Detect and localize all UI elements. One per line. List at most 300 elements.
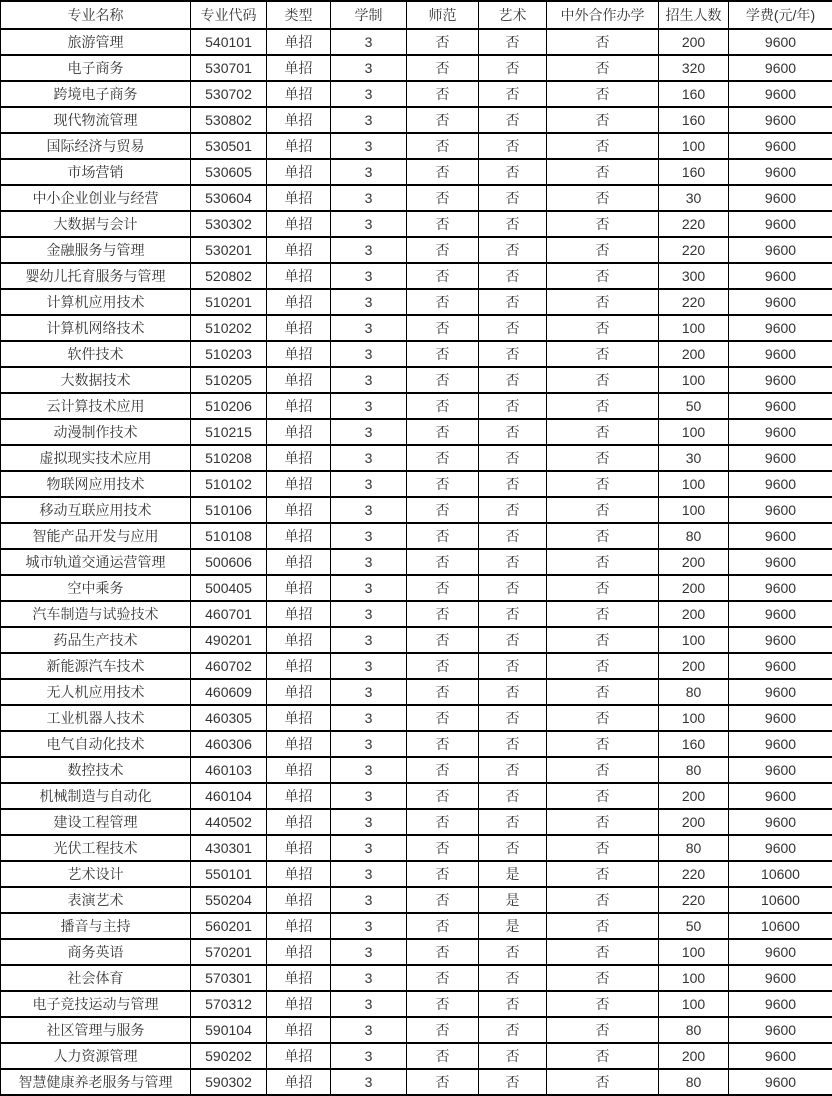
cell-duration: 3 — [331, 133, 407, 159]
column-header-type: 类型 — [267, 1, 331, 29]
table-row — [1, 315, 832, 341]
cell-art-flag: 否 — [479, 29, 547, 55]
cell-normal-flag: 否 — [407, 289, 479, 315]
cell-major-code: 530702 — [191, 81, 267, 107]
cell-major-name: 移动互联应用技术 — [1, 497, 191, 523]
cell-coop-flag: 否 — [547, 1043, 659, 1069]
cell-tuition: 9600 — [729, 1043, 832, 1069]
cell-major-name: 播音与主持 — [1, 913, 191, 939]
table-body — [1, 29, 832, 1095]
cell-coop-flag: 否 — [547, 289, 659, 315]
cell-enrollment: 100 — [659, 419, 729, 445]
cell-tuition: 9600 — [729, 549, 832, 575]
cell-major-name: 计算机应用技术 — [1, 289, 191, 315]
table-row — [1, 575, 832, 601]
cell-duration: 3 — [331, 393, 407, 419]
cell-coop-flag: 否 — [547, 757, 659, 783]
cell-major-code: 500405 — [191, 575, 267, 601]
cell-enrollment: 160 — [659, 731, 729, 757]
cell-enrollment: 160 — [659, 159, 729, 185]
cell-type: 单招 — [267, 549, 331, 575]
column-header-major-name: 专业名称 — [1, 1, 191, 29]
cell-normal-flag: 否 — [407, 211, 479, 237]
cell-major-name: 现代物流管理 — [1, 107, 191, 133]
cell-normal-flag: 否 — [407, 315, 479, 341]
cell-duration: 3 — [331, 835, 407, 861]
cell-duration: 3 — [331, 679, 407, 705]
cell-major-code: 530201 — [191, 237, 267, 263]
cell-normal-flag: 否 — [407, 731, 479, 757]
cell-tuition: 9600 — [729, 783, 832, 809]
cell-normal-flag: 否 — [407, 1017, 479, 1043]
table-row — [1, 991, 832, 1017]
cell-tuition: 9600 — [729, 1017, 832, 1043]
cell-tuition: 9600 — [729, 29, 832, 55]
table-row — [1, 1017, 832, 1043]
cell-duration: 3 — [331, 627, 407, 653]
cell-enrollment: 200 — [659, 809, 729, 835]
cell-duration: 3 — [331, 185, 407, 211]
cell-art-flag: 否 — [479, 107, 547, 133]
cell-type: 单招 — [267, 679, 331, 705]
cell-major-name: 表演艺术 — [1, 887, 191, 913]
cell-duration: 3 — [331, 419, 407, 445]
cell-normal-flag: 否 — [407, 523, 479, 549]
cell-tuition: 9600 — [729, 497, 832, 523]
cell-type: 单招 — [267, 55, 331, 81]
cell-major-code: 460701 — [191, 601, 267, 627]
cell-normal-flag: 否 — [407, 1043, 479, 1069]
column-header-art-flag: 艺术 — [479, 1, 547, 29]
cell-major-name: 智慧健康养老服务与管理 — [1, 1069, 191, 1095]
cell-major-name: 物联网应用技术 — [1, 471, 191, 497]
cell-major-code: 560201 — [191, 913, 267, 939]
cell-enrollment: 200 — [659, 341, 729, 367]
cell-duration: 3 — [331, 1043, 407, 1069]
cell-major-name: 社区管理与服务 — [1, 1017, 191, 1043]
cell-type: 单招 — [267, 627, 331, 653]
cell-major-code: 460104 — [191, 783, 267, 809]
cell-enrollment: 100 — [659, 497, 729, 523]
cell-major-code: 510215 — [191, 419, 267, 445]
cell-major-name: 旅游管理 — [1, 29, 191, 55]
cell-type: 单招 — [267, 575, 331, 601]
cell-tuition: 9600 — [729, 965, 832, 991]
cell-type: 单招 — [267, 1069, 331, 1095]
cell-coop-flag: 否 — [547, 55, 659, 81]
cell-coop-flag: 否 — [547, 653, 659, 679]
cell-major-code: 530302 — [191, 211, 267, 237]
cell-major-code: 530701 — [191, 55, 267, 81]
cell-major-name: 药品生产技术 — [1, 627, 191, 653]
cell-major-name: 计算机网络技术 — [1, 315, 191, 341]
cell-major-code: 460609 — [191, 679, 267, 705]
cell-type: 单招 — [267, 107, 331, 133]
cell-tuition: 9600 — [729, 601, 832, 627]
cell-art-flag: 否 — [479, 731, 547, 757]
cell-type: 单招 — [267, 419, 331, 445]
cell-type: 单招 — [267, 835, 331, 861]
cell-type: 单招 — [267, 991, 331, 1017]
table-row — [1, 549, 832, 575]
cell-major-name: 艺术设计 — [1, 861, 191, 887]
cell-major-code: 440502 — [191, 809, 267, 835]
cell-duration: 3 — [331, 367, 407, 393]
cell-art-flag: 否 — [479, 341, 547, 367]
cell-tuition: 9600 — [729, 341, 832, 367]
column-header-tuition: 学费(元/年) — [729, 1, 832, 29]
cell-coop-flag: 否 — [547, 211, 659, 237]
cell-type: 单招 — [267, 393, 331, 419]
cell-art-flag: 否 — [479, 55, 547, 81]
cell-type: 单招 — [267, 497, 331, 523]
cell-art-flag: 否 — [479, 1017, 547, 1043]
cell-major-code: 530802 — [191, 107, 267, 133]
cell-art-flag: 是 — [479, 913, 547, 939]
cell-enrollment: 80 — [659, 679, 729, 705]
cell-art-flag: 否 — [479, 445, 547, 471]
cell-tuition: 9600 — [729, 315, 832, 341]
cell-art-flag: 否 — [479, 965, 547, 991]
cell-major-name: 光伏工程技术 — [1, 835, 191, 861]
cell-coop-flag: 否 — [547, 913, 659, 939]
cell-coop-flag: 否 — [547, 81, 659, 107]
cell-art-flag: 否 — [479, 549, 547, 575]
cell-art-flag: 否 — [479, 81, 547, 107]
cell-duration: 3 — [331, 497, 407, 523]
table-row — [1, 731, 832, 757]
cell-duration: 3 — [331, 107, 407, 133]
cell-major-name: 城市轨道交通运营管理 — [1, 549, 191, 575]
cell-coop-flag: 否 — [547, 861, 659, 887]
cell-tuition: 9600 — [729, 107, 832, 133]
cell-art-flag: 否 — [479, 679, 547, 705]
table-row — [1, 887, 832, 913]
cell-major-name: 商务英语 — [1, 939, 191, 965]
table-row — [1, 367, 832, 393]
cell-art-flag: 否 — [479, 991, 547, 1017]
cell-enrollment: 100 — [659, 705, 729, 731]
cell-enrollment: 200 — [659, 575, 729, 601]
cell-type: 单招 — [267, 1043, 331, 1069]
cell-major-code: 510201 — [191, 289, 267, 315]
cell-tuition: 9600 — [729, 835, 832, 861]
cell-normal-flag: 否 — [407, 809, 479, 835]
cell-art-flag: 否 — [479, 315, 547, 341]
cell-type: 单招 — [267, 523, 331, 549]
cell-art-flag: 否 — [479, 289, 547, 315]
table-row — [1, 263, 832, 289]
cell-type: 单招 — [267, 705, 331, 731]
cell-enrollment: 220 — [659, 289, 729, 315]
table-row — [1, 939, 832, 965]
cell-art-flag: 否 — [479, 133, 547, 159]
cell-enrollment: 100 — [659, 965, 729, 991]
table-row — [1, 523, 832, 549]
cell-tuition: 9600 — [729, 757, 832, 783]
cell-coop-flag: 否 — [547, 601, 659, 627]
cell-art-flag: 否 — [479, 237, 547, 263]
cell-enrollment: 30 — [659, 445, 729, 471]
cell-major-name: 虚拟现实技术应用 — [1, 445, 191, 471]
cell-duration: 3 — [331, 913, 407, 939]
cell-type: 单招 — [267, 1017, 331, 1043]
cell-duration: 3 — [331, 341, 407, 367]
cell-duration: 3 — [331, 523, 407, 549]
cell-normal-flag: 否 — [407, 29, 479, 55]
cell-enrollment: 160 — [659, 81, 729, 107]
cell-coop-flag: 否 — [547, 939, 659, 965]
cell-duration: 3 — [331, 705, 407, 731]
cell-type: 单招 — [267, 731, 331, 757]
cell-coop-flag: 否 — [547, 731, 659, 757]
cell-duration: 3 — [331, 1069, 407, 1095]
cell-enrollment: 220 — [659, 861, 729, 887]
cell-duration: 3 — [331, 809, 407, 835]
cell-art-flag: 否 — [479, 575, 547, 601]
cell-major-name: 动漫制作技术 — [1, 419, 191, 445]
cell-tuition: 9600 — [729, 419, 832, 445]
cell-tuition: 9600 — [729, 367, 832, 393]
cell-major-name: 汽车制造与试验技术 — [1, 601, 191, 627]
cell-coop-flag: 否 — [547, 237, 659, 263]
cell-enrollment: 160 — [659, 107, 729, 133]
cell-normal-flag: 否 — [407, 757, 479, 783]
cell-major-code: 540101 — [191, 29, 267, 55]
cell-art-flag: 否 — [479, 783, 547, 809]
cell-normal-flag: 否 — [407, 653, 479, 679]
cell-normal-flag: 否 — [407, 887, 479, 913]
cell-art-flag: 否 — [479, 185, 547, 211]
table-row — [1, 809, 832, 835]
cell-coop-flag: 否 — [547, 263, 659, 289]
cell-normal-flag: 否 — [407, 185, 479, 211]
cell-enrollment: 80 — [659, 523, 729, 549]
table-row — [1, 159, 832, 185]
cell-major-code: 590302 — [191, 1069, 267, 1095]
cell-major-code: 590202 — [191, 1043, 267, 1069]
cell-type: 单招 — [267, 237, 331, 263]
cell-normal-flag: 否 — [407, 497, 479, 523]
cell-major-code: 570301 — [191, 965, 267, 991]
cell-normal-flag: 否 — [407, 783, 479, 809]
cell-coop-flag: 否 — [547, 445, 659, 471]
cell-type: 单招 — [267, 81, 331, 107]
cell-art-flag: 否 — [479, 1043, 547, 1069]
cell-enrollment: 200 — [659, 783, 729, 809]
cell-type: 单招 — [267, 757, 331, 783]
cell-normal-flag: 否 — [407, 263, 479, 289]
cell-major-code: 570312 — [191, 991, 267, 1017]
cell-normal-flag: 否 — [407, 913, 479, 939]
cell-tuition: 9600 — [729, 263, 832, 289]
cell-tuition: 9600 — [729, 679, 832, 705]
header-row — [1, 1, 832, 29]
cell-duration: 3 — [331, 81, 407, 107]
cell-tuition: 9600 — [729, 471, 832, 497]
cell-major-name: 婴幼儿托育服务与管理 — [1, 263, 191, 289]
cell-normal-flag: 否 — [407, 679, 479, 705]
table-row — [1, 289, 832, 315]
cell-type: 单招 — [267, 809, 331, 835]
cell-duration: 3 — [331, 445, 407, 471]
cell-type: 单招 — [267, 783, 331, 809]
cell-coop-flag: 否 — [547, 341, 659, 367]
cell-normal-flag: 否 — [407, 601, 479, 627]
cell-duration: 3 — [331, 263, 407, 289]
cell-type: 单招 — [267, 939, 331, 965]
cell-major-name: 空中乘务 — [1, 575, 191, 601]
cell-coop-flag: 否 — [547, 159, 659, 185]
cell-coop-flag: 否 — [547, 965, 659, 991]
cell-duration: 3 — [331, 237, 407, 263]
cell-major-code: 510206 — [191, 393, 267, 419]
table-row — [1, 237, 832, 263]
cell-duration: 3 — [331, 159, 407, 185]
cell-normal-flag: 否 — [407, 419, 479, 445]
cell-enrollment: 80 — [659, 1017, 729, 1043]
cell-coop-flag: 否 — [547, 575, 659, 601]
table-row — [1, 55, 832, 81]
cell-duration: 3 — [331, 549, 407, 575]
cell-enrollment: 50 — [659, 913, 729, 939]
cell-major-code: 510202 — [191, 315, 267, 341]
cell-enrollment: 200 — [659, 29, 729, 55]
cell-major-code: 530605 — [191, 159, 267, 185]
cell-major-code: 550101 — [191, 861, 267, 887]
cell-tuition: 9600 — [729, 445, 832, 471]
cell-tuition: 9600 — [729, 731, 832, 757]
cell-enrollment: 220 — [659, 237, 729, 263]
cell-major-name: 中小企业创业与经营 — [1, 185, 191, 211]
cell-duration: 3 — [331, 1017, 407, 1043]
cell-major-name: 工业机器人技术 — [1, 705, 191, 731]
cell-type: 单招 — [267, 471, 331, 497]
cell-tuition: 9600 — [729, 55, 832, 81]
table-row — [1, 81, 832, 107]
cell-normal-flag: 否 — [407, 133, 479, 159]
cell-type: 单招 — [267, 133, 331, 159]
cell-tuition: 9600 — [729, 237, 832, 263]
cell-major-name: 国际经济与贸易 — [1, 133, 191, 159]
cell-duration: 3 — [331, 653, 407, 679]
cell-type: 单招 — [267, 29, 331, 55]
cell-normal-flag: 否 — [407, 991, 479, 1017]
cell-normal-flag: 否 — [407, 237, 479, 263]
cell-major-code: 510208 — [191, 445, 267, 471]
cell-art-flag: 否 — [479, 211, 547, 237]
cell-tuition: 9600 — [729, 523, 832, 549]
cell-type: 单招 — [267, 601, 331, 627]
table-row — [1, 185, 832, 211]
cell-enrollment: 50 — [659, 393, 729, 419]
cell-type: 单招 — [267, 263, 331, 289]
cell-normal-flag: 否 — [407, 1069, 479, 1095]
cell-type: 单招 — [267, 289, 331, 315]
cell-type: 单招 — [267, 861, 331, 887]
cell-normal-flag: 否 — [407, 445, 479, 471]
table-row — [1, 393, 832, 419]
cell-normal-flag: 否 — [407, 861, 479, 887]
cell-duration: 3 — [331, 887, 407, 913]
cell-type: 单招 — [267, 653, 331, 679]
table-row — [1, 1069, 832, 1095]
cell-major-name: 大数据技术 — [1, 367, 191, 393]
cell-normal-flag: 否 — [407, 107, 479, 133]
cell-art-flag: 否 — [479, 393, 547, 419]
cell-duration: 3 — [331, 29, 407, 55]
cell-tuition: 9600 — [729, 991, 832, 1017]
cell-type: 单招 — [267, 445, 331, 471]
table-row — [1, 419, 832, 445]
cell-major-name: 建设工程管理 — [1, 809, 191, 835]
cell-duration: 3 — [331, 861, 407, 887]
cell-coop-flag: 否 — [547, 679, 659, 705]
cell-major-name: 新能源汽车技术 — [1, 653, 191, 679]
cell-tuition: 9600 — [729, 393, 832, 419]
cell-normal-flag: 否 — [407, 549, 479, 575]
column-header-duration: 学制 — [331, 1, 407, 29]
cell-enrollment: 100 — [659, 367, 729, 393]
cell-major-code: 520802 — [191, 263, 267, 289]
cell-coop-flag: 否 — [547, 471, 659, 497]
cell-duration: 3 — [331, 211, 407, 237]
cell-coop-flag: 否 — [547, 887, 659, 913]
cell-art-flag: 否 — [479, 705, 547, 731]
cell-art-flag: 否 — [479, 263, 547, 289]
cell-tuition: 9600 — [729, 809, 832, 835]
cell-major-name: 数控技术 — [1, 757, 191, 783]
cell-coop-flag: 否 — [547, 809, 659, 835]
cell-art-flag: 否 — [479, 809, 547, 835]
cell-type: 单招 — [267, 367, 331, 393]
cell-major-name: 电气自动化技术 — [1, 731, 191, 757]
cell-coop-flag: 否 — [547, 419, 659, 445]
cell-major-code: 570201 — [191, 939, 267, 965]
table-row — [1, 471, 832, 497]
cell-major-name: 电子竞技运动与管理 — [1, 991, 191, 1017]
cell-enrollment: 100 — [659, 939, 729, 965]
cell-major-name: 人力资源管理 — [1, 1043, 191, 1069]
cell-enrollment: 220 — [659, 887, 729, 913]
cell-type: 单招 — [267, 315, 331, 341]
table-row — [1, 653, 832, 679]
cell-major-code: 510203 — [191, 341, 267, 367]
cell-coop-flag: 否 — [547, 133, 659, 159]
cell-type: 单招 — [267, 159, 331, 185]
cell-normal-flag: 否 — [407, 835, 479, 861]
cell-tuition: 10600 — [729, 861, 832, 887]
table-row — [1, 913, 832, 939]
column-header-normal-flag: 师范 — [407, 1, 479, 29]
cell-major-code: 510205 — [191, 367, 267, 393]
cell-major-name: 无人机应用技术 — [1, 679, 191, 705]
table-row — [1, 783, 832, 809]
cell-enrollment: 220 — [659, 211, 729, 237]
cell-normal-flag: 否 — [407, 393, 479, 419]
cell-type: 单招 — [267, 913, 331, 939]
cell-major-code: 510106 — [191, 497, 267, 523]
table-row — [1, 445, 832, 471]
cell-tuition: 9600 — [729, 159, 832, 185]
cell-tuition: 10600 — [729, 913, 832, 939]
cell-duration: 3 — [331, 315, 407, 341]
cell-major-code: 530501 — [191, 133, 267, 159]
cell-coop-flag: 否 — [547, 107, 659, 133]
cell-coop-flag: 否 — [547, 549, 659, 575]
cell-major-code: 460306 — [191, 731, 267, 757]
cell-art-flag: 是 — [479, 887, 547, 913]
